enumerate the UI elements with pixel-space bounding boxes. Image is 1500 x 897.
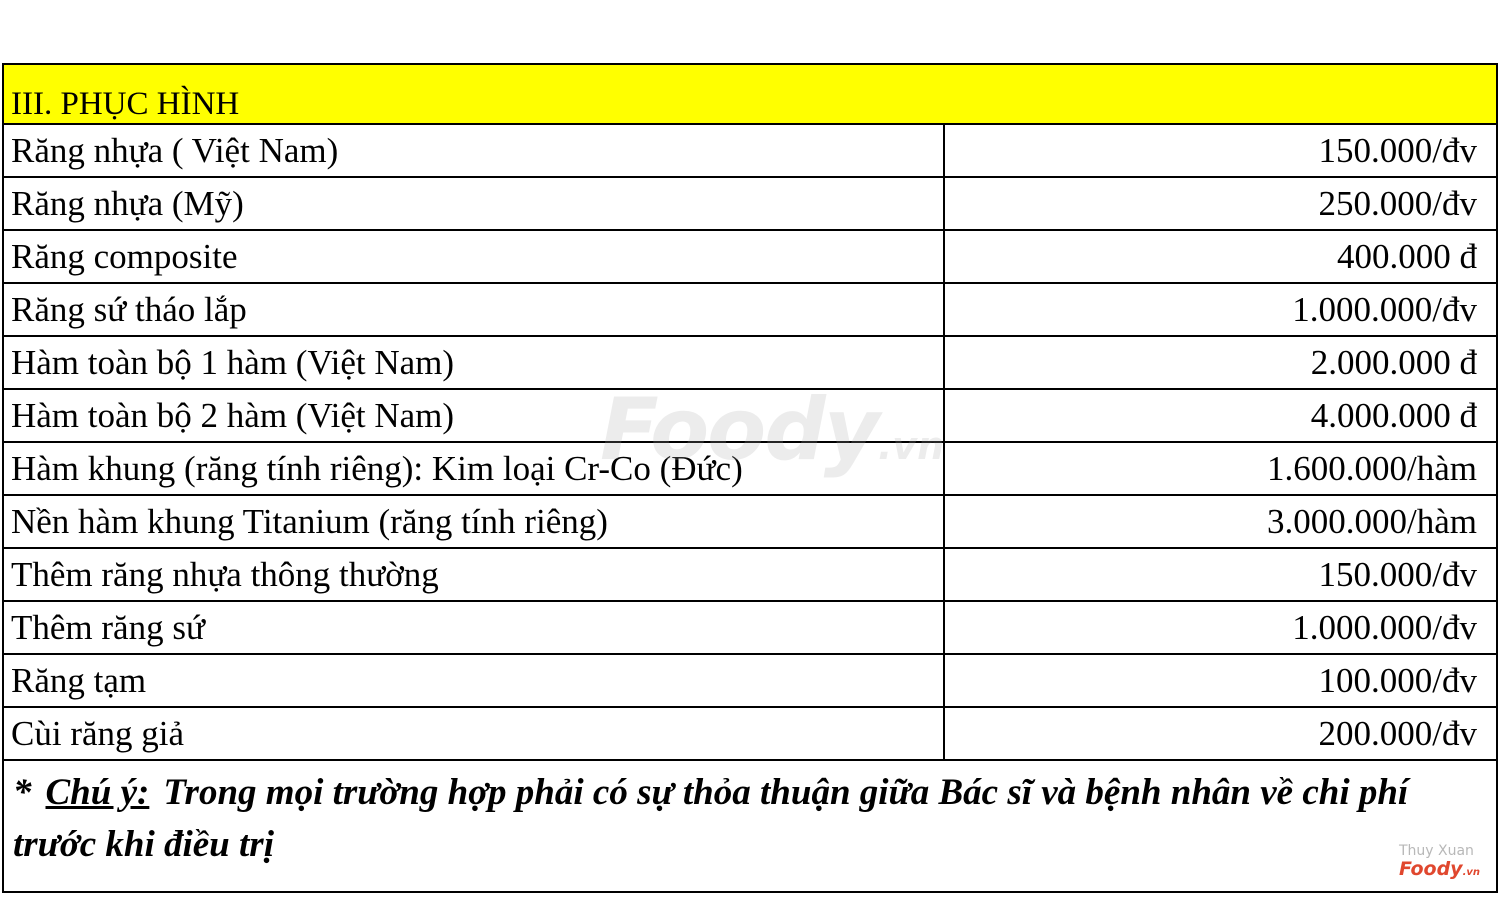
service-price: 150.000/đv xyxy=(1318,130,1477,170)
table-row xyxy=(4,496,1496,549)
credit-suffix: .vn xyxy=(1462,867,1480,878)
table-row xyxy=(4,390,1496,443)
watermark-suffix: .vn xyxy=(877,424,945,468)
photo-credit xyxy=(1399,844,1480,879)
service-name: Nền hàm khung Titanium (răng tính riêng) xyxy=(4,496,945,547)
service-name: Răng composite xyxy=(4,231,945,282)
service-price: 1.600.000/hàm xyxy=(1267,448,1477,488)
service-name: Răng sứ tháo lắp xyxy=(4,284,945,335)
section-header xyxy=(4,65,1496,125)
table-row xyxy=(4,655,1496,708)
table-row xyxy=(4,284,1496,337)
table-row xyxy=(4,337,1496,390)
service-price: 100.000/đv xyxy=(1318,660,1477,700)
note-asterisk: * xyxy=(13,772,32,813)
service-price: 150.000/đv xyxy=(1318,554,1477,594)
service-name: Hàm toàn bộ 1 hàm (Việt Nam) xyxy=(4,337,945,388)
foody-logo xyxy=(1399,860,1480,879)
service-price: 4.000.000 đ xyxy=(1310,395,1477,435)
service-price: 2.000.000 đ xyxy=(1310,342,1477,382)
credit-brand: Foody xyxy=(1398,858,1463,880)
service-price: 250.000/đv xyxy=(1318,183,1477,223)
service-price: 3.000.000/hàm xyxy=(1267,501,1477,541)
table-row xyxy=(4,125,1496,178)
table-row xyxy=(4,231,1496,284)
table-row xyxy=(4,602,1496,655)
table-row xyxy=(4,178,1496,231)
service-price: 1.000.000/đv xyxy=(1292,607,1477,647)
service-name: Cùi răng giả xyxy=(4,708,945,759)
service-name: Thêm răng nhựa thông thường xyxy=(4,549,945,600)
credit-user: Thuy Xuan xyxy=(1398,843,1474,859)
service-name: Răng nhựa ( Việt Nam) xyxy=(4,125,945,176)
footnote xyxy=(4,761,1496,871)
service-name: Hàm khung (răng tính riêng): Kim loại Cr-Co (Đức) xyxy=(4,443,945,494)
service-name: Răng tạm xyxy=(4,655,945,706)
table-row xyxy=(4,708,1496,761)
table-row xyxy=(4,549,1496,602)
watermark-brand: Foody xyxy=(600,380,878,480)
section-title: III. PHỤC HÌNH xyxy=(11,86,240,122)
service-name: Thêm răng sứ xyxy=(4,602,945,653)
service-name: Hàm toàn bộ 2 hàm (Việt Nam) xyxy=(4,390,945,441)
service-price: 1.000.000/đv xyxy=(1292,289,1477,329)
service-price: 200.000/đv xyxy=(1318,713,1477,753)
price-table xyxy=(2,63,1498,893)
service-price: 400.000 đ xyxy=(1337,236,1477,276)
table-row xyxy=(4,443,1496,496)
service-name: Răng nhựa (Mỹ) xyxy=(4,178,945,229)
note-text: Trong mọi trường hợp phải có sự thỏa thuận giữa Bác sĩ và bệnh nhân về chi phí trước khi điều trị xyxy=(13,772,1409,865)
note-label: Chú ý: xyxy=(45,772,150,813)
